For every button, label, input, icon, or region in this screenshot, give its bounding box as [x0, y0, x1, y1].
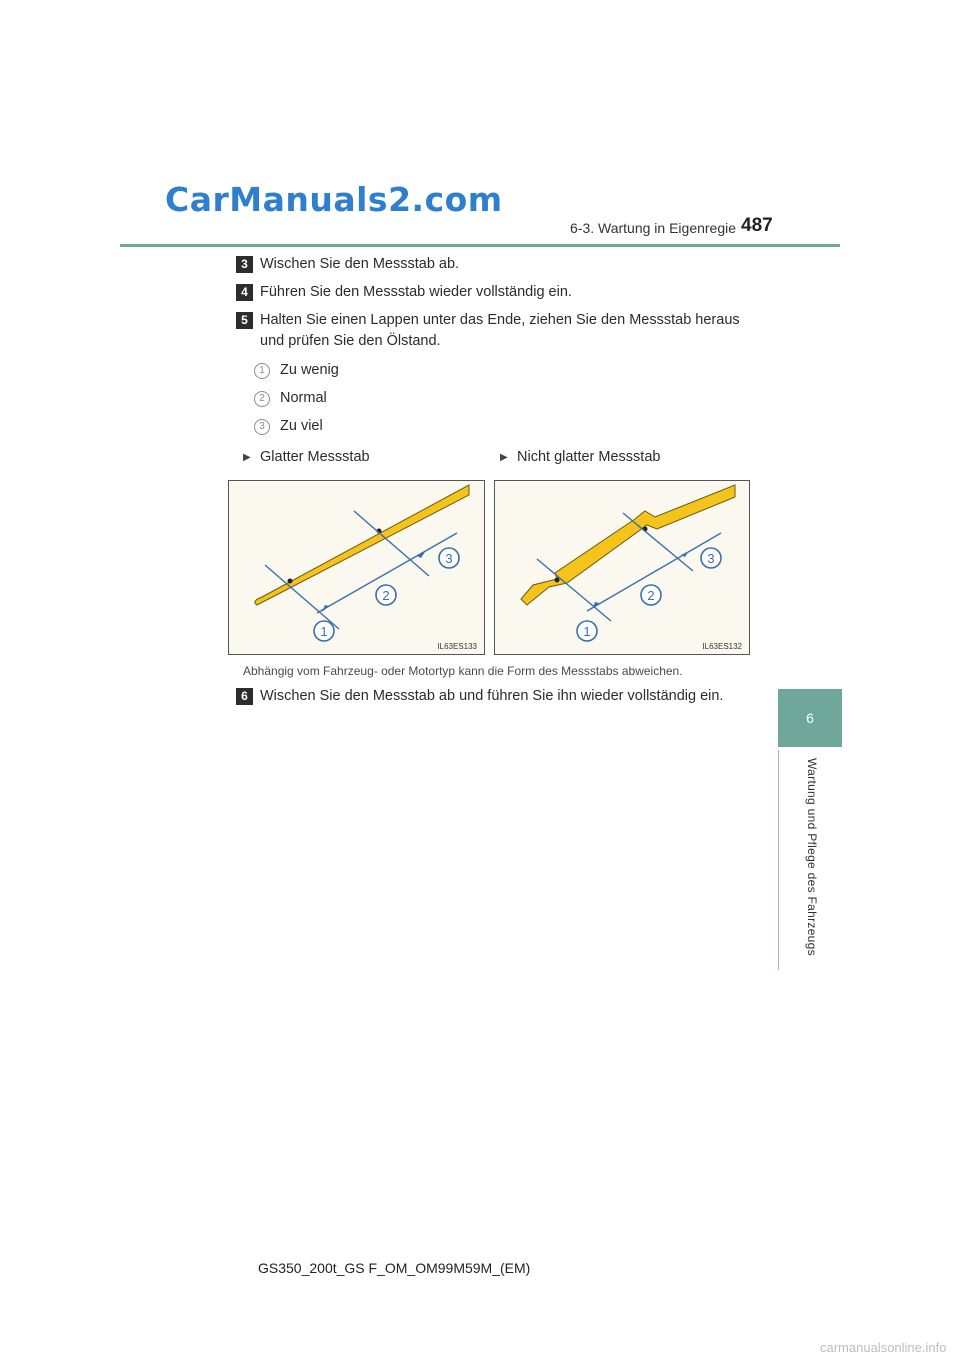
lower-reference-line [265, 565, 339, 629]
step-badge-6: 6 [236, 688, 253, 705]
step-text-4: Führen Sie den Messstab wieder vollständig ein. [260, 284, 572, 300]
callout-2-label: 2 [647, 588, 655, 603]
step-badge-3: 3 [236, 256, 253, 273]
step-badge-4: 4 [236, 284, 253, 301]
arrowhead-icon [322, 605, 329, 612]
figure-caption: Abhängig vom Fahrzeug- oder Motortyp kann die Form des Messstabs abweichen. [243, 664, 683, 678]
legend-text-3: Zu viel [280, 418, 323, 434]
callout-3-label: 3 [707, 551, 715, 566]
callout-3-label: 3 [445, 551, 453, 566]
dipstick-illustration [229, 481, 484, 654]
watermark-logo: CarManuals2.com [165, 180, 503, 219]
lower-mark [555, 578, 560, 583]
page-number: 487 [741, 215, 773, 236]
section-title: 6-3. Wartung in Eigenregie [570, 220, 737, 236]
legend-number-2: 2 [254, 391, 270, 407]
triangle-bullet-icon: ▶ [243, 452, 251, 463]
step-text-5-line1: Halten Sie einen Lappen unter das Ende, ziehen Sie den Messstab heraus [260, 312, 740, 328]
figure-heading-smooth: Glatter Messstab [260, 449, 370, 465]
legend-number-3: 3 [254, 419, 270, 435]
callout-1-label: 1 [320, 624, 328, 639]
figure-code: IL63ES133 [437, 642, 477, 651]
header-rule [120, 244, 840, 247]
figure-non-smooth-dipstick [494, 480, 750, 655]
callout-2-label: 2 [382, 588, 390, 603]
figure-heading-non-smooth: Nicht glatter Messstab [517, 449, 661, 465]
callout-1-label: 1 [583, 624, 591, 639]
watermark-footer: carmanualsonline.info [820, 1340, 947, 1355]
figure-smooth-dipstick [228, 480, 485, 655]
step-text-5-line2: und prüfen Sie den Ölstand. [260, 333, 441, 349]
step-text-3: Wischen Sie den Messstab ab. [260, 256, 460, 272]
step-text-6: Wischen Sie den Messstab ab und führen Sie ihn wieder vollständig ein. [260, 688, 724, 704]
chapter-tab-title: Wartung und Pflege des Fahrzeugs [805, 758, 819, 956]
dipstick-illustration [495, 481, 749, 654]
document-code-footer: GS350_200t_GS F_OM_OM99M59M_(EM) [258, 1260, 531, 1276]
chapter-tab: 6 [778, 689, 842, 747]
triangle-bullet-icon: ▶ [500, 452, 508, 463]
figure-code: IL63ES132 [702, 642, 742, 651]
step-badge-5: 5 [236, 312, 253, 329]
lower-mark [288, 579, 293, 584]
legend-text-1: Zu wenig [280, 362, 339, 378]
legend-number-1: 1 [254, 363, 270, 379]
legend-text-2: Normal [280, 390, 327, 406]
